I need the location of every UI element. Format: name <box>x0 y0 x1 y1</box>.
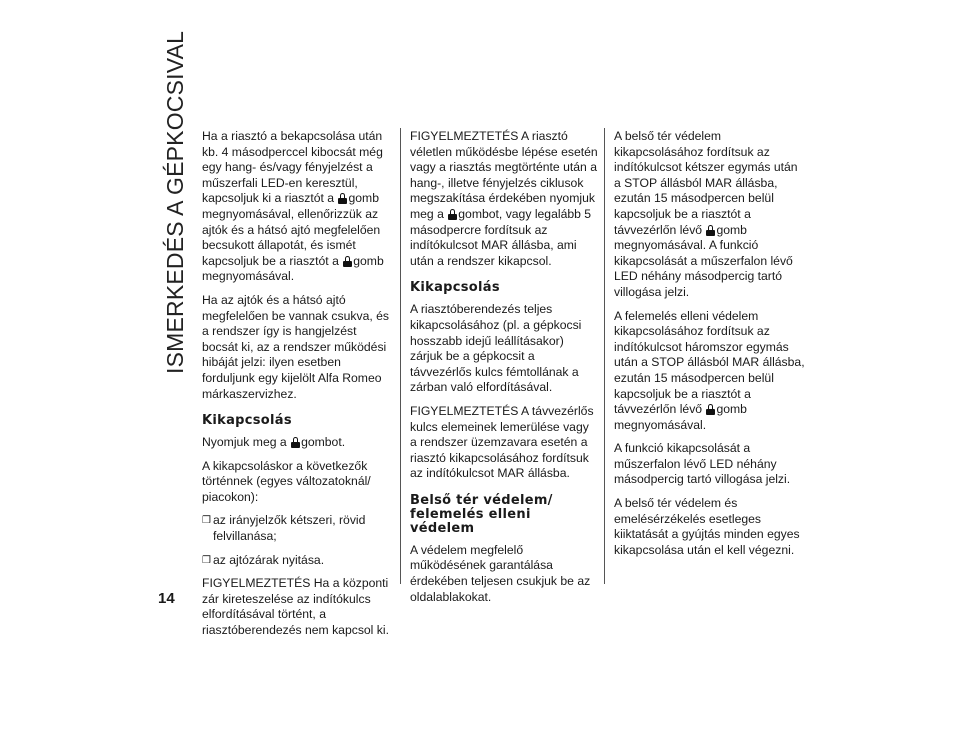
paragraph: Ha a riasztó a bekapcsolása után kb. 4 másodperccel kibocsát még egy hang- és/vagy fényjelzést a műszerfali LED-en keresztül, kapcsoljuk ki a riasztót a gomb megnyomásával, ellenőrizzük az ajtók és a hátsó ajtó megfelelően becsukott állapotát, és ismét kapcsoljuk be a riasztót a gomb megnyomásával. <box>202 129 384 284</box>
paragraph: FIGYELMEZTETÉS A riasztó véletlen működésbe lépése esetén vagy a riasztás megtörténte után a hang-, illetve fényjelzés ciklusok megszakítása érdekében nyomjuk meg a gombot, vagy legalább 5 másodpercre fordítsuk az indítókulcsot MAR állásba, ami után a rendszer kikapcsol. <box>410 129 598 268</box>
list-item: ❒ az ajtózárak nyitása. <box>202 552 325 567</box>
paragraph: Nyomjuk meg a gombot. <box>202 435 346 450</box>
paragraph: FIGYELMEZTETÉS A távvezérlős kulcs elemeinek lemerülése vagy a rendszer üzemzavara esetén a riasztó kikapcsolásához fordítsuk az indítókulcsot MAR állásba. <box>410 403 594 481</box>
column-3 <box>614 129 806 566</box>
paragraph: A kikapcsoláskor a következők történnek (egyes változatoknál/ piacokon): <box>202 458 371 504</box>
paragraph: Ha az ajtók és a hátsó ajtó megfelelően be vannak csukva, és a rendszer így is hangjelzést bocsát ki, az a rendszer működési hibáját jelzi: ilyen esetben forduljunk egy kijelölt Alfa Romeo márkaszervizhez. <box>202 292 389 401</box>
lock-icon <box>338 193 347 203</box>
paragraph: A riasztóberendezés teljes kikapcsolásához (pl. a gépkocsi hosszabb idejű leállításakor) zárjuk be a gépkocsit a távvezérlős kulcs fémtollának a zárban való elfordításával. <box>410 302 582 395</box>
section-heading: Belső tér védelem/ felemelés elleni védelem <box>410 492 553 536</box>
lock-icon <box>448 209 457 219</box>
side-title-text: ISMERKEDÉS A GÉPKOCSIVAL <box>162 30 188 374</box>
paragraph: FIGYELMEZTETÉS Ha a központi zár kireteszelése az indítókulcs elfordításával történt, a riasztóberendezés nem kapcsol ki. <box>202 576 389 638</box>
lock-icon <box>706 225 715 235</box>
paragraph: A felemelés elleni védelem kikapcsolásához fordítsuk az indítókulcsot háromszor egymás után a STOP állásból MAR állásba, ezután 15 másodpercen belül kapcsoljuk be a riasztót a távvezérlőn lévő gomb megnyomásával. <box>614 308 805 432</box>
checkbox-bullet-icon: ❒ <box>202 515 211 527</box>
lock-icon <box>343 256 352 266</box>
lock-icon <box>291 437 300 447</box>
column-2 <box>410 129 598 613</box>
paragraph: A belső tér védelem kikapcsolásához fordítsuk az indítókulcsot kétszer egymás után a STOP állásból MAR állásba, ezután 15 másodpercen belül kapcsoljuk be a riasztót a távvezérlőn lévő gomb megnyomásával. A funkció kikapcsolását a műszerfalon lévő LED néhány másodpercig tartó villogása jelzi. <box>614 129 798 299</box>
column-1 <box>202 129 394 647</box>
column-divider <box>400 128 401 584</box>
column-divider <box>604 128 605 584</box>
lock-icon <box>706 404 715 414</box>
paragraph: A funkció kikapcsolását a műszerfalon lévő LED néhány másodpercig tartó villogása jelzi. <box>614 441 791 487</box>
section-heading: Kikapcsolás <box>410 280 500 296</box>
section-heading: Kikapcsolás <box>202 413 292 429</box>
paragraph: A védelem megfelelő működésének garantálása érdekében teljesen csukjuk be az oldalablakokat. <box>410 542 591 604</box>
checkbox-bullet-icon: ❒ <box>202 554 211 566</box>
page-number: 14 <box>158 590 175 607</box>
list-item: ❒ az irányjelzők kétszeri, rövid felvillanása; <box>202 513 366 544</box>
paragraph: A belső tér védelem és emelésérzékelés esetleges kiiktatását a gyújtás minden egyes kikapcsolása után el kell végezni. <box>614 496 800 557</box>
